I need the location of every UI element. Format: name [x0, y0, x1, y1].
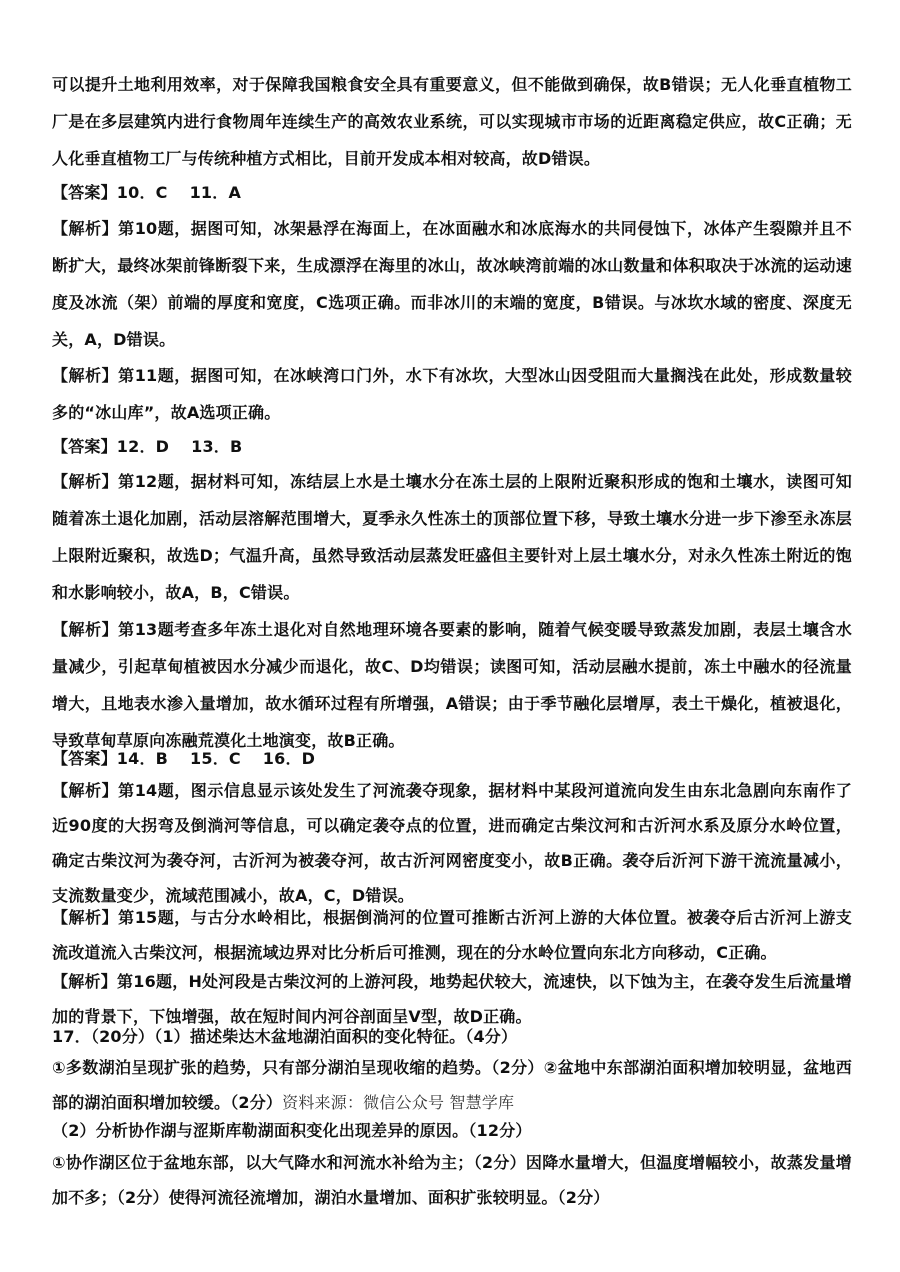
- answer-17-part-2: ①协作湖区位于盆地东部，以大气降水和河流水补给为主；（2分）因降水量增大，但温度增幅较小，故蒸发量增加不多；（2分）使得河流径流增加，湖泊水量增加、面积扩张较明显。（2分）: [52, 1153, 852, 1207]
- analysis-10: 【解析】第10题，据图可知，冰架悬浮在海面上，在冰面融水和冰底海水的共同侵蚀下，冰体产生裂隙并且不断扩大，最终冰架前锋断裂下来，生成漂浮在海里的冰山，故冰峡湾前端的冰山数量和体积取决于冰流的运动速度及冰流（架）前端的厚度和宽度，C选项正确。而非冰川的末端的宽度，B错误。与冰坎水域的密度、深度无关，A，D错误。: [52, 219, 852, 349]
- analysis-11: 【解析】第11题，据图可知，在冰峡湾口门外，水下有冰坎，大型冰山因受阻而大量搁浅在此处，形成数量较多的“冰山库”，故A选项正确。: [52, 366, 852, 422]
- answer-12-13: 【答案】12．D 13．B: [52, 437, 243, 456]
- answer-10-11: 【答案】10．C 11．A: [52, 183, 242, 202]
- analysis-12: 【解析】第12题，据材料可知，冻结层上水是土壤水分在冻土层的上限附近聚积形成的饱和土壤水，读图可知随着冻土退化加剧，活动层溶解范围增大，夏季永久性冻土的顶部位置下移，导致土壤水分进一步下渗至永冻层上限附近聚积，故选D；气温升高，虽然导致活动层蒸发旺盛但主要针对上层土壤水分，对永久性冻土附近的饱和水影响较小，故A，B，C错误。: [52, 472, 852, 602]
- answer-17-part-1-text: ①多数湖泊呈现扩张的趋势，只有部分湖泊呈现收缩的趋势。（2分）②盆地中东部湖泊面积增加较明显，盆地西部的湖泊面积增加较缓。（2分）: [52, 1058, 852, 1112]
- source-note: 资料来源：微信公众号 智慧学库: [282, 1093, 515, 1112]
- paragraph-continuation: 可以提升土地利用效率，对于保障我国粮食安全具有重要意义，但不能做到确保，故B错误；无人化垂直植物工厂是在多层建筑内进行食物周年连续生产的高效农业系统，可以实现城市市场的近距离稳定供应，故C正确；无人化垂直植物工厂与传统种植方式相比，目前开发成本相对较高，故D错误。: [52, 75, 852, 168]
- analysis-14: 【解析】第14题，图示信息显示该处发生了河流袭夺现象，据材料中某段河道流向发生由东北急剧向东南作了近90度的大拐弯及倒淌河等信息，可以确定袭夺点的位置，进而确定古柴汶河和古沂河水系及原分水岭位置，确定古柴汶河为袭夺河，古沂河为被袭夺河，故古沂河网密度变小，故B正确。袭夺后沂河下游干流流量减小，支流数量变少，流域范围减小，故A，C，D错误。: [52, 781, 852, 905]
- analysis-15: 【解析】第15题，与古分水岭相比，根据倒淌河的位置可推断古沂河上游的大体位置。被袭夺后古沂河上游支流改道流入古柴汶河，根据流域边界对比分析后可推测，现在的分水岭位置向东北方向移动，C正确。: [52, 908, 852, 962]
- analysis-16: 【解析】第16题，H处河段是古柴汶河的上游河段，地势起伏较大，流速快，以下蚀为主，在袭夺发生后流量增加的背景下，下蚀增强，故在短时间内河谷剖面呈V型，故D正确。: [52, 972, 852, 1026]
- question-17-part-1: 17．（20分）（1）描述柴达木盆地湖泊面积的变化特征。（4分）: [52, 1027, 518, 1046]
- answer-17-part-1: [52, 1050, 852, 1120]
- analysis-13: 【解析】第13题考查多年冻土退化对自然地理环境各要素的影响，随着气候变暖导致蒸发加剧，表层土壤含水量减少，引起草甸植被因水分减少而退化，故C、D均错误；读图可知，活动层融水提前，冻土中融水的径流量增大，且地表水渗入量增加，故水循环过程有所增强，A错误；由于季节融化层增厚，表土干燥化，植被退化，导致草甸草原向冻融荒漠化土地演变，故B正确。: [52, 620, 852, 750]
- question-17-part-2: （2）分析协作湖与涩斯库勒湖面积变化出现差异的原因。（12分）: [52, 1121, 532, 1140]
- answer-14-16: 【答案】14．B 15．C 16．D: [52, 749, 316, 768]
